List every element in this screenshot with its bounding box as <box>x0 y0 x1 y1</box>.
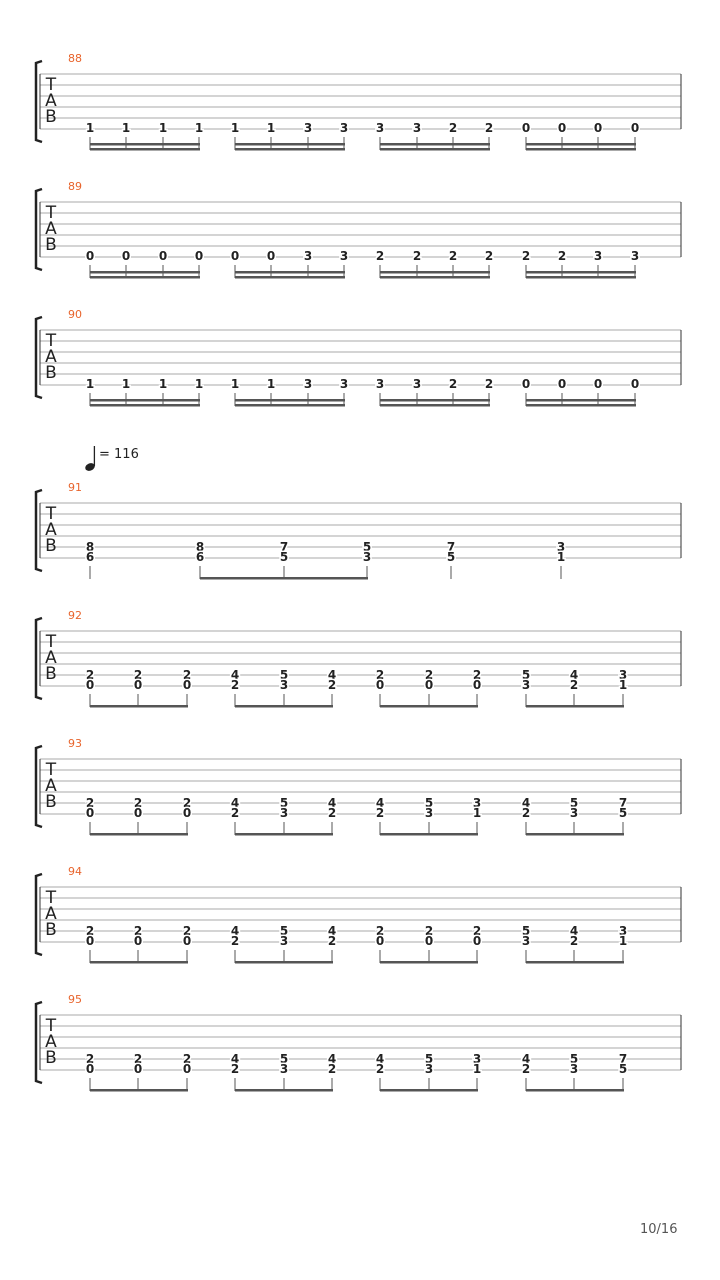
tab-clef-letter: T <box>45 1016 57 1036</box>
beam <box>200 577 368 580</box>
beam <box>380 961 478 964</box>
fret-number: 4 <box>327 924 337 938</box>
fret-number: 4 <box>569 924 579 938</box>
tab-clef-letter: T <box>45 760 57 780</box>
fret-number: 2 <box>375 668 385 682</box>
fret-number: 7 <box>279 540 289 554</box>
fret-number: 2 <box>182 796 192 810</box>
fret-number: 0 <box>158 249 168 263</box>
fret-number: 0 <box>133 678 143 692</box>
beam <box>380 404 490 407</box>
beam <box>526 271 636 274</box>
beam <box>235 148 345 151</box>
measure-number: 94 <box>68 865 82 878</box>
fret-number: 3 <box>521 678 531 692</box>
fret-number: 0 <box>121 249 131 263</box>
fret-number: 3 <box>339 249 349 263</box>
beam <box>380 1089 478 1092</box>
fret-number: 2 <box>412 249 422 263</box>
fret-number: 5 <box>618 1062 628 1076</box>
beam <box>380 271 490 274</box>
fret-number: 2 <box>484 377 494 391</box>
beam <box>526 833 624 836</box>
fret-number: 7 <box>618 1052 628 1066</box>
fret-number: 0 <box>182 678 192 692</box>
fret-number: 5 <box>521 668 531 682</box>
fret-number: 3 <box>412 377 422 391</box>
fret-number: 3 <box>279 678 289 692</box>
fret-number: 3 <box>303 377 313 391</box>
measure-number: 95 <box>68 993 82 1006</box>
fret-number: 3 <box>630 249 640 263</box>
fret-number: 3 <box>618 668 628 682</box>
fret-number: 2 <box>230 934 240 948</box>
tab-clef-letter: A <box>45 904 57 924</box>
fret-number: 4 <box>230 924 240 938</box>
fret-number: 4 <box>327 668 337 682</box>
fret-number: 0 <box>521 121 531 135</box>
tab-clef-letter: B <box>45 235 57 255</box>
measure-number: 93 <box>68 737 82 750</box>
tab-clef-letter: B <box>45 536 57 556</box>
fret-number: 1 <box>472 806 482 820</box>
fret-number: 3 <box>339 121 349 135</box>
beam <box>235 833 333 836</box>
fret-number: 0 <box>557 377 567 391</box>
fret-number: 0 <box>85 806 95 820</box>
fret-number: 2 <box>133 796 143 810</box>
beam <box>380 143 490 146</box>
fret-number: 5 <box>569 796 579 810</box>
beam <box>526 705 624 708</box>
tab-clef-letter: T <box>45 331 57 351</box>
tab-clef-letter: B <box>45 664 57 684</box>
tab-clef-letter: A <box>45 776 57 796</box>
fret-number: 3 <box>375 377 385 391</box>
fret-number: 0 <box>85 1062 95 1076</box>
fret-number: 2 <box>569 678 579 692</box>
beam <box>526 961 624 964</box>
fret-number: 3 <box>472 1052 482 1066</box>
fret-number: 2 <box>85 1052 95 1066</box>
tab-clef-letter: T <box>45 203 57 223</box>
fret-number: 3 <box>303 121 313 135</box>
fret-number: 8 <box>195 540 205 554</box>
beam <box>90 399 200 402</box>
measure-number: 92 <box>68 609 82 622</box>
fret-number: 0 <box>375 678 385 692</box>
beam <box>380 276 490 279</box>
fret-number: 3 <box>569 1062 579 1076</box>
fret-number: 1 <box>158 121 168 135</box>
beam <box>235 1089 333 1092</box>
beam <box>380 148 490 151</box>
fret-number: 2 <box>230 1062 240 1076</box>
fret-number: 3 <box>362 550 372 564</box>
beam <box>380 833 478 836</box>
beam <box>380 705 478 708</box>
fret-number: 3 <box>412 121 422 135</box>
fret-number: 2 <box>375 1062 385 1076</box>
fret-number: 0 <box>472 678 482 692</box>
fret-number: 1 <box>194 377 204 391</box>
fret-number: 8 <box>85 540 95 554</box>
fret-number: 0 <box>472 934 482 948</box>
fret-number: 5 <box>618 806 628 820</box>
tab-clef-letter: T <box>45 504 57 524</box>
fret-number: 2 <box>327 1062 337 1076</box>
beam <box>90 148 200 151</box>
fret-number: 0 <box>182 806 192 820</box>
beam <box>235 143 345 146</box>
measure-number: 89 <box>68 180 82 193</box>
beam <box>526 276 636 279</box>
fret-number: 1 <box>85 121 95 135</box>
fret-number: 1 <box>121 377 131 391</box>
fret-number: 3 <box>424 806 434 820</box>
fret-number: 4 <box>521 1052 531 1066</box>
fret-number: 2 <box>375 806 385 820</box>
fret-number: 5 <box>279 668 289 682</box>
fret-number: 0 <box>424 678 434 692</box>
fret-number: 2 <box>182 1052 192 1066</box>
fret-number: 5 <box>279 796 289 810</box>
fret-number: 2 <box>85 796 95 810</box>
page-number: 10/16 <box>640 1222 678 1237</box>
beam <box>526 404 636 407</box>
fret-number: 5 <box>279 550 289 564</box>
system-bracket <box>36 61 42 142</box>
fret-number: 4 <box>230 668 240 682</box>
beam <box>90 404 200 407</box>
fret-number: 2 <box>327 934 337 948</box>
system-bracket <box>36 189 42 270</box>
fret-number: 1 <box>85 377 95 391</box>
fret-number: 0 <box>133 934 143 948</box>
beam <box>90 1089 188 1092</box>
fret-number: 4 <box>230 796 240 810</box>
fret-number: 2 <box>85 668 95 682</box>
fret-number: 5 <box>362 540 372 554</box>
fret-number: 1 <box>230 121 240 135</box>
fret-number: 4 <box>327 1052 337 1066</box>
tab-clef-letter: T <box>45 888 57 908</box>
tab-clef-letter: B <box>45 1048 57 1068</box>
fret-number: 3 <box>279 934 289 948</box>
fret-number: 6 <box>195 550 205 564</box>
beam <box>90 276 200 279</box>
fret-number: 2 <box>85 924 95 938</box>
measure-number: 90 <box>68 308 82 321</box>
tab-clef-letter: B <box>45 363 57 383</box>
fret-number: 7 <box>618 796 628 810</box>
fret-number: 3 <box>618 924 628 938</box>
fret-number: 0 <box>630 377 640 391</box>
fret-number: 1 <box>158 377 168 391</box>
fret-number: 5 <box>424 796 434 810</box>
fret-number: 2 <box>230 678 240 692</box>
beam <box>235 271 345 274</box>
fret-number: 1 <box>618 934 628 948</box>
fret-number: 2 <box>230 806 240 820</box>
fret-number: 1 <box>121 121 131 135</box>
fret-number: 0 <box>557 121 567 135</box>
tab-clef-letter: A <box>45 347 57 367</box>
fret-number: 4 <box>375 1052 385 1066</box>
beam <box>380 399 490 402</box>
fret-number: 5 <box>279 924 289 938</box>
fret-number: 0 <box>593 121 603 135</box>
fret-number: 0 <box>230 249 240 263</box>
fret-number: 2 <box>448 249 458 263</box>
beam <box>235 404 345 407</box>
fret-number: 3 <box>303 249 313 263</box>
beam <box>526 148 636 151</box>
fret-number: 5 <box>521 924 531 938</box>
tab-clef-letter: A <box>45 91 57 111</box>
system-bracket <box>36 746 42 827</box>
beam <box>526 1089 624 1092</box>
fret-number: 0 <box>133 1062 143 1076</box>
beam <box>526 143 636 146</box>
fret-number: 6 <box>85 550 95 564</box>
system-bracket <box>36 1002 42 1083</box>
system-bracket <box>36 317 42 398</box>
fret-number: 2 <box>448 377 458 391</box>
measure-number: 91 <box>68 481 82 494</box>
beam <box>90 271 200 274</box>
fret-number: 0 <box>194 249 204 263</box>
fret-number: 0 <box>85 249 95 263</box>
fret-number: 2 <box>557 249 567 263</box>
system-bracket <box>36 618 42 699</box>
fret-number: 1 <box>618 678 628 692</box>
fret-number: 0 <box>182 934 192 948</box>
fret-number: 3 <box>339 377 349 391</box>
fret-number: 2 <box>424 924 434 938</box>
beam <box>90 143 200 146</box>
fret-number: 7 <box>446 540 456 554</box>
fret-number: 0 <box>85 934 95 948</box>
fret-number: 2 <box>133 1052 143 1066</box>
fret-number: 0 <box>266 249 276 263</box>
fret-number: 1 <box>194 121 204 135</box>
fret-number: 3 <box>279 1062 289 1076</box>
fret-number: 3 <box>569 806 579 820</box>
beam <box>90 961 188 964</box>
fret-number: 4 <box>327 796 337 810</box>
fret-number: 1 <box>266 121 276 135</box>
fret-number: 2 <box>521 806 531 820</box>
fret-number: 3 <box>472 796 482 810</box>
fret-number: 4 <box>375 796 385 810</box>
fret-number: 2 <box>182 668 192 682</box>
tab-clef-letter: B <box>45 107 57 127</box>
fret-number: 2 <box>472 924 482 938</box>
fret-number: 0 <box>133 806 143 820</box>
fret-number: 2 <box>484 249 494 263</box>
fret-number: 3 <box>593 249 603 263</box>
fret-number: 2 <box>448 121 458 135</box>
tab-clef-letter: B <box>45 792 57 812</box>
fret-number: 3 <box>521 934 531 948</box>
fret-number: 2 <box>521 249 531 263</box>
beam <box>90 705 188 708</box>
fret-number: 1 <box>556 550 566 564</box>
beam <box>235 705 333 708</box>
fret-number: 0 <box>182 1062 192 1076</box>
fret-number: 5 <box>279 1052 289 1066</box>
fret-number: 4 <box>521 796 531 810</box>
tempo-marking: = 116 <box>99 447 139 462</box>
tab-clef-letter: A <box>45 219 57 239</box>
tab-clef-letter: A <box>45 648 57 668</box>
fret-number: 0 <box>593 377 603 391</box>
fret-number: 2 <box>327 678 337 692</box>
beam <box>235 961 333 964</box>
fret-number: 2 <box>182 924 192 938</box>
fret-number: 5 <box>424 1052 434 1066</box>
fret-number: 5 <box>446 550 456 564</box>
tab-clef-letter: T <box>45 632 57 652</box>
fret-number: 2 <box>133 668 143 682</box>
fret-number: 4 <box>569 668 579 682</box>
tab-clef-letter: A <box>45 520 57 540</box>
fret-number: 3 <box>424 1062 434 1076</box>
fret-number: 0 <box>85 678 95 692</box>
fret-number: 2 <box>484 121 494 135</box>
beam <box>235 399 345 402</box>
beam <box>90 833 188 836</box>
fret-number: 3 <box>279 806 289 820</box>
fret-number: 5 <box>569 1052 579 1066</box>
fret-number: 2 <box>375 924 385 938</box>
tab-clef-letter: T <box>45 75 57 95</box>
fret-number: 1 <box>230 377 240 391</box>
fret-number: 4 <box>230 1052 240 1066</box>
system-bracket <box>36 874 42 955</box>
fret-number: 1 <box>472 1062 482 1076</box>
fret-number: 0 <box>375 934 385 948</box>
fret-number: 2 <box>424 668 434 682</box>
system-bracket <box>36 490 42 571</box>
fret-number: 2 <box>569 934 579 948</box>
fret-number: 3 <box>375 121 385 135</box>
fret-number: 2 <box>375 249 385 263</box>
fret-number: 2 <box>521 1062 531 1076</box>
fret-number: 1 <box>266 377 276 391</box>
fret-number: 0 <box>521 377 531 391</box>
fret-number: 0 <box>630 121 640 135</box>
tab-clef-letter: B <box>45 920 57 940</box>
measure-number: 88 <box>68 52 82 65</box>
tab-clef-letter: A <box>45 1032 57 1052</box>
beam <box>235 276 345 279</box>
fret-number: 2 <box>472 668 482 682</box>
fret-number: 2 <box>327 806 337 820</box>
fret-number: 0 <box>424 934 434 948</box>
beam <box>526 399 636 402</box>
fret-number: 3 <box>556 540 566 554</box>
fret-number: 2 <box>133 924 143 938</box>
